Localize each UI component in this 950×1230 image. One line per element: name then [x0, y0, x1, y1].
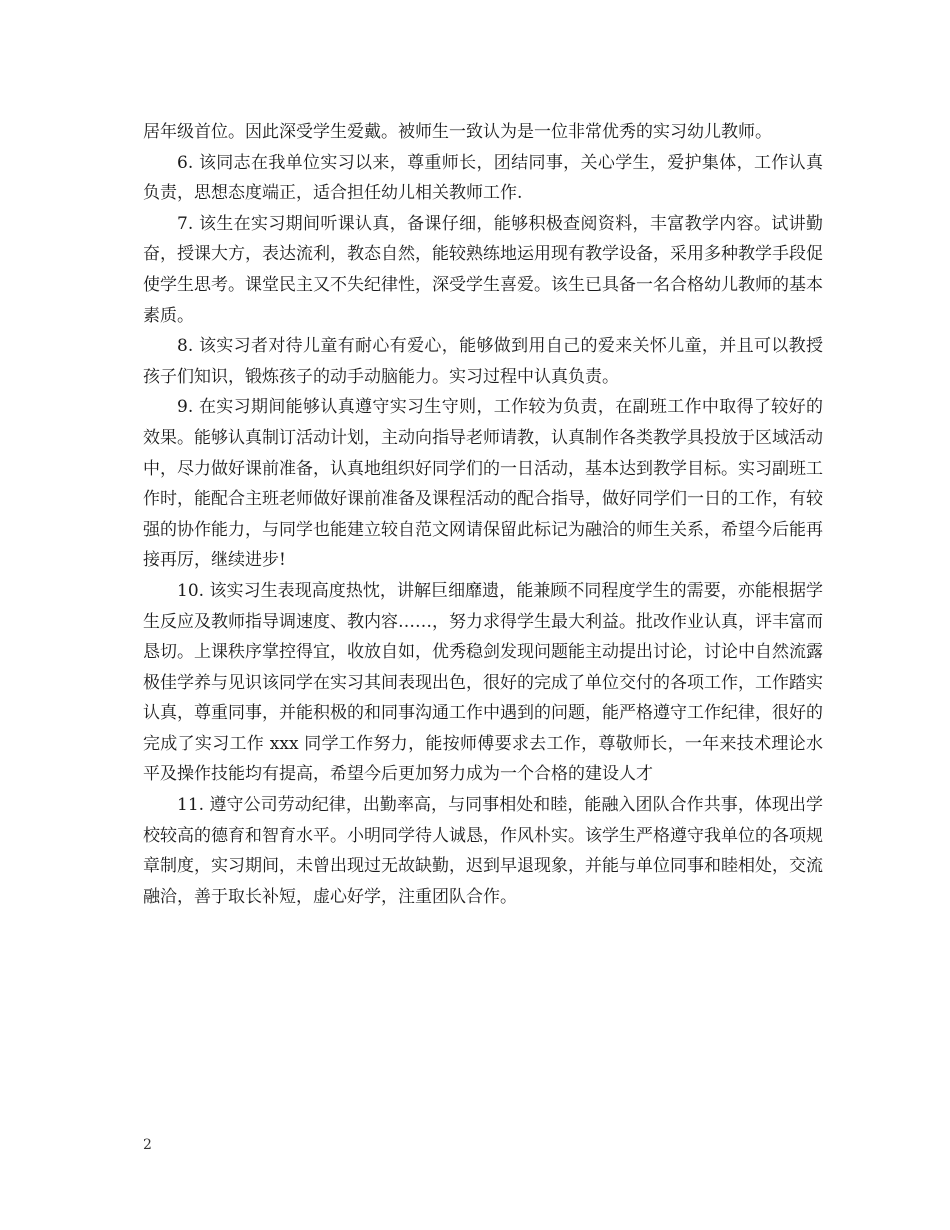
- paragraph-item-7: 7. 该生在实习期间听课认真，备课仔细，能够积极查阅资料，丰富教学内容。试讲勤奋，授课大方，表达流利，教态自然，能较熟练地运用现有教学设备，采用多种教学手段促使学生思考。课堂民主又不失纪律性，深受学生喜爱。该生已具备一名合格幼儿教师的基本素质。: [143, 213, 823, 326]
- page-number: 2: [143, 1137, 152, 1153]
- paragraph-item-10: 10. 该实习生表现高度热忱，讲解巨细靡遗，能兼顾不同程度学生的需要，亦能根据学生反应及教师指导调速度、教内容……，努力求得学生最大利益。批改作业认真，评丰富而恳切。上课秩序掌控得宜，收放自如，优秀稳剑发现问题能主动提出讨论，讨论中自然流露极佳学养与见识该同学在实习其间表现出色，很好的完成了单位交付的各项工作，工作踏实认真，尊重同事，并能积极的和同事沟通工作中遇到的问题，能严格遵守工作纪律，很好的完成了实习工作 xxx 同学工作努力，能按师傅要求去工作，尊敬师长，一年来技术理论水平及操作技能均有提高，希望今后更加努力成为一个合格的建设人才: [143, 580, 823, 785]
- paragraph-item-8: 8. 该实习者对待儿童有耐心有爱心，能够做到用自己的爱来关怀儿童，并且可以教授孩子们知识，锻炼孩子的动手动脑能力。实习过程中认真负责。: [143, 336, 823, 387]
- paragraph-continuation: 居年级首位。因此深受学生爱戴。被师生一致认为是一位非常优秀的实习幼儿教师。: [143, 122, 772, 142]
- paragraph-item-6: 6. 该同志在我单位实习以来，尊重师长，团结同事，关心学生，爱护集体，工作认真负责，思想态度端正，适合担任幼儿相关教师工作.: [143, 152, 823, 204]
- paragraph-item-11: 11. 遵守公司劳动纪律，出勤率高，与同事相处和睦，能融入团队合作共事，体现出学校较高的德育和智育水平。小明同学待人诚恳，作风朴实。该学生严格遵守我单位的各项规章制度，实习期间，未曾出现过无故缺勤，迟到早退现象，并能与单位同事和睦相处，交流融洽，善于取长补短，虚心好学，注重团队合作。: [143, 795, 823, 907]
- body-text: [143, 117, 823, 912]
- paragraph-item-9: 9. 在实习期间能够认真遵守实习生守则，工作较为负责，在副班工作中取得了较好的效果。能够认真制订活动计划，主动向指导老师请教，认真制作各类教学具投放于区域活动中，尽力做好课前准备，认真地组织好同学们的一日活动，基本达到教学目标。实习副班工作时，能配合主班老师做好课前准备及课程活动的配合指导，做好同学们一日的工作，有较强的协作能力，与同学也能建立较自范文网请保留此标记为融洽的师生关系，希望今后能再接再厉，继续进步!: [143, 397, 823, 571]
